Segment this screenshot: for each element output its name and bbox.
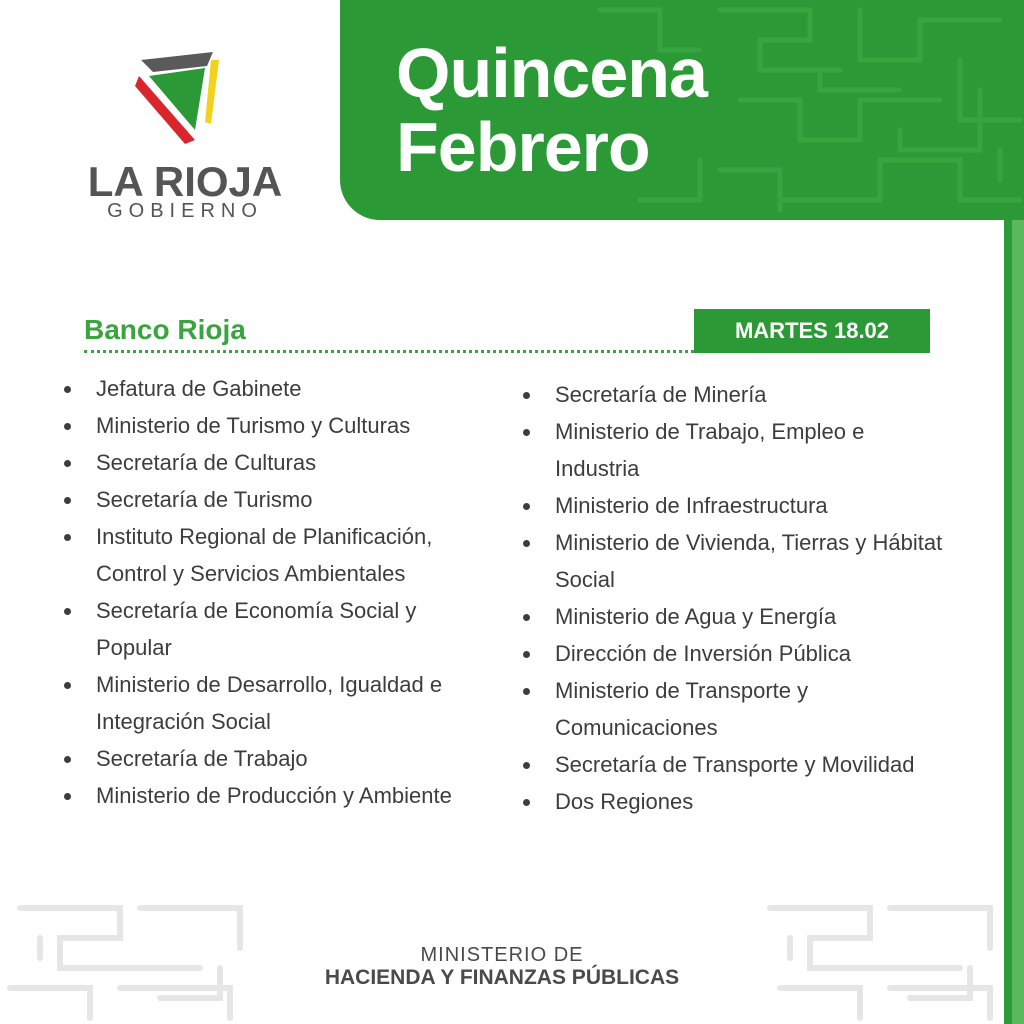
list-item: Ministerio de Producción y Ambiente [64, 777, 494, 814]
list-item: Secretaría de Minería [523, 376, 943, 413]
list-item: Jefatura de Gabinete [64, 370, 494, 407]
bank-label: Banco Rioja [84, 314, 246, 345]
la-rioja-emblem-icon [135, 46, 235, 146]
list-item: Secretaría de Culturas [64, 444, 494, 481]
footer-line2: HACIENDA Y FINANZAS PÚBLICAS [324, 966, 680, 989]
list-item: Instituto Regional de Planificación, Control y Servicios Ambientales [64, 518, 494, 592]
header-band [340, 0, 1024, 220]
list-right [523, 376, 943, 820]
list-item: Secretaría de Economía Social y Popular [64, 592, 494, 666]
footer-ministry [0, 944, 1004, 990]
list-item: Ministerio de Vivienda, Tierras y Hábitat Social [523, 524, 943, 598]
list-item: Secretaría de Transporte y Movilidad [523, 746, 943, 783]
list-item: Ministerio de Turismo y Culturas [64, 407, 494, 444]
government-logo [80, 40, 290, 220]
header-title [396, 36, 707, 184]
footer-line1: MINISTERIO DE [420, 944, 584, 966]
list-left [64, 370, 494, 814]
list-item: Ministerio de Desarrollo, Igualdad e Integración Social [64, 666, 494, 740]
section-divider [84, 350, 694, 353]
list-item: Ministerio de Trabajo, Empleo e Industria [523, 413, 943, 487]
logo-subtitle: GOBIERNO [107, 200, 263, 222]
list-item: Secretaría de Turismo [64, 481, 494, 518]
date-badge: MARTES 18.02 [694, 309, 930, 353]
header-title-line2: Febrero [396, 108, 650, 186]
list-item: Dos Regiones [523, 783, 943, 820]
list-item: Ministerio de Infraestructura [523, 487, 943, 524]
list-item: Ministerio de Transporte y Comunicaciones [523, 672, 943, 746]
list-item: Secretaría de Trabajo [64, 740, 494, 777]
logo-name: LA RIOJA [87, 158, 283, 205]
right-accent-stripe-light [1012, 220, 1024, 1024]
list-item: Ministerio de Agua y Energía [523, 598, 943, 635]
header-title-line1: Quincena [396, 34, 707, 112]
list-item: Dirección de Inversión Pública [523, 635, 943, 672]
